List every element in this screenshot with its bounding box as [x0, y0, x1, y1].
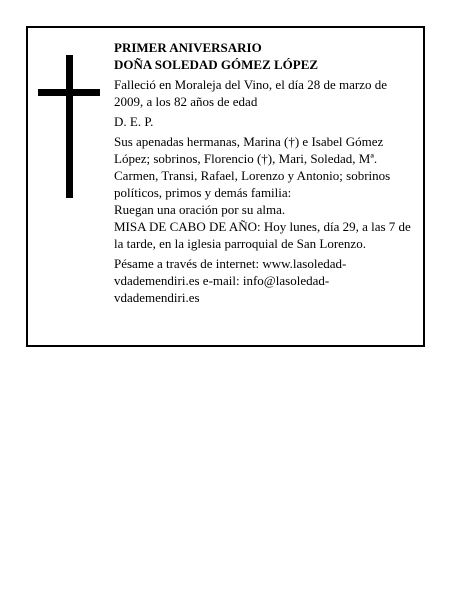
mass-info: MISA DE CABO DE AÑO: Hoy lunes, día 29, a las 7 de la tarde, en la iglesia parroquial de San Lorenzo. — [114, 219, 411, 251]
deceased-name: DOÑA SOLEDAD GÓMEZ LÓPEZ — [114, 57, 319, 72]
obituary-notice — [26, 26, 425, 347]
cross-vertical-bar — [66, 55, 73, 198]
cross-horizontal-bar — [38, 89, 100, 96]
prayer-text: Ruegan una oración por su alma. — [114, 202, 286, 217]
cross-icon — [38, 55, 100, 198]
family-text: Sus apenadas hermanas, Marina (†) e Isabel Gómez López; sobrinos, Florencio (†), Mari, Soledad, Mª. Carmen, Transi, Rafael, Lorenzo y Antonio; sobrinos políticos, primos y demás familia: — [114, 134, 391, 200]
condolences-info: Pésame a través de internet: www.lasoledad-vdademendiri.es e-mail: info@lasoledad-vdademendiri.es — [114, 256, 347, 305]
death-info: Falleció en Moraleja del Vino, el día 28 de marzo de 2009, a los 82 años de edad — [114, 77, 387, 109]
notice-text — [114, 39, 411, 306]
notice-heading: PRIMER ANIVERSARIO — [114, 40, 262, 55]
rip-text: D. E. P. — [114, 114, 154, 129]
